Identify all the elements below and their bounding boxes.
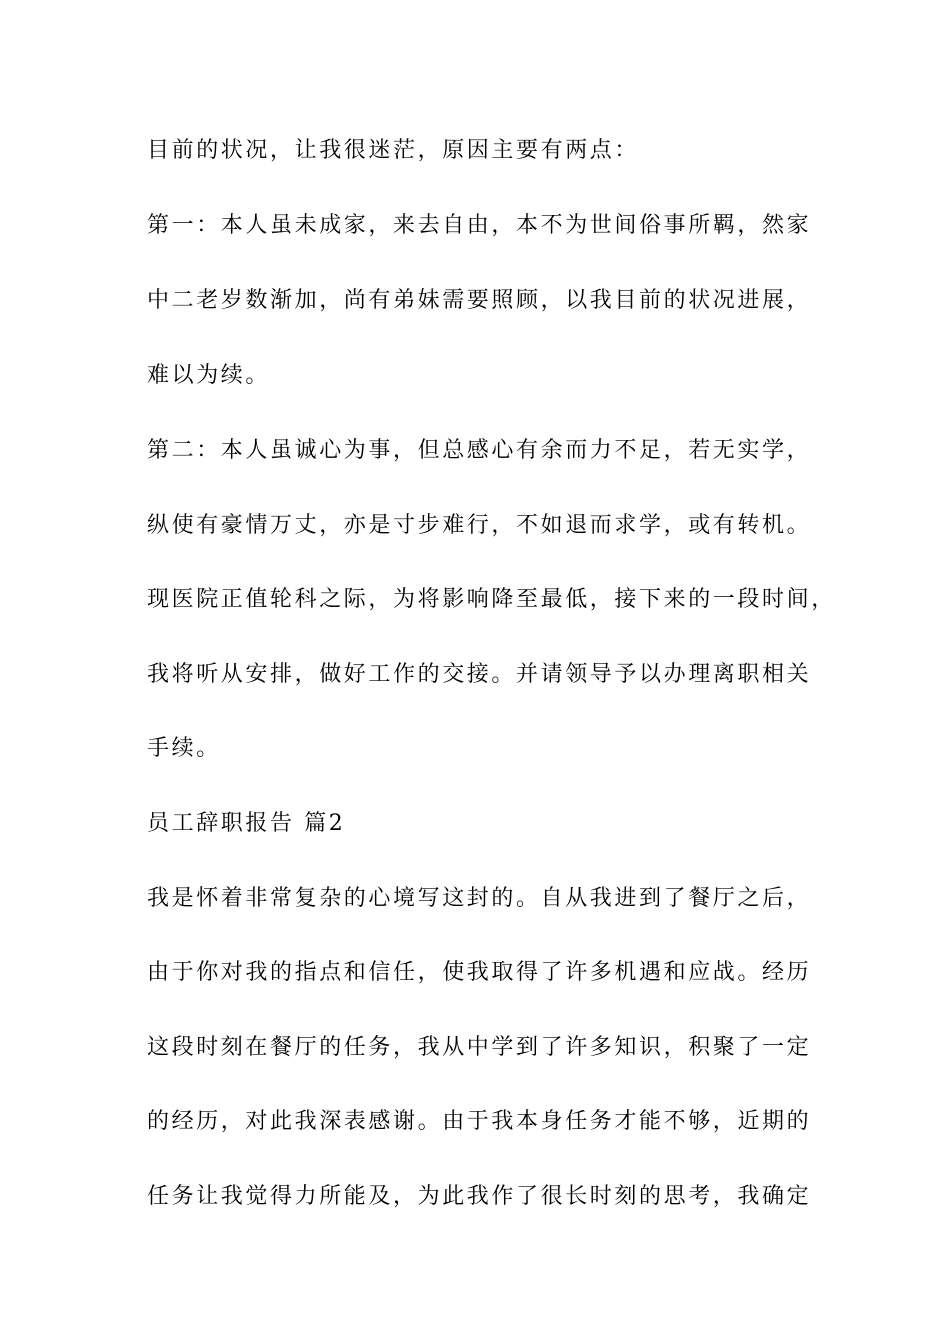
section-heading: 员工辞职报告 篇2 <box>147 811 346 836</box>
text-line: 现医院正值轮科之际，为将影响降至最低，接下来的一段时间， <box>147 587 836 612</box>
text-line: 难以为续。 <box>147 363 271 388</box>
text-line: 第二：本人虽诚心为事，但总感心有余而力不足，若无实学， <box>147 438 812 463</box>
text-line: 的经历，对此我深表感谢。由于我本身任务才能不够，近期的 <box>147 1109 812 1134</box>
text-line: 第一：本人虽未成家，来去自由，本不为世间俗事所羁，然家 <box>147 213 812 238</box>
text-line: 我是怀着非常复杂的心境写这封的。自从我进到了餐厅之后， <box>147 886 812 911</box>
text-line: 中二老岁数渐加，尚有弟妹需要照顾，以我目前的状况进展， <box>147 288 812 313</box>
text-line: 目前的状况，让我很迷茫，原因主要有两点： <box>147 138 640 163</box>
text-line: 这段时刻在餐厅的任务，我从中学到了许多知识，积聚了一定 <box>147 1035 812 1060</box>
text-line: 任务让我觉得力所能及，为此我作了很长时刻的思考，我确定 <box>147 1184 812 1209</box>
text-line: 手续。 <box>147 736 221 761</box>
text-line: 我将听从安排，做好工作的交接。并请领导予以办理离职相关 <box>147 662 812 687</box>
text-line: 纵使有豪情万丈，亦是寸步难行，不如退而求学，或有转机。 <box>147 513 812 538</box>
text-line: 由于你对我的指点和信任，使我取得了许多机遇和应战。经历 <box>147 960 812 985</box>
